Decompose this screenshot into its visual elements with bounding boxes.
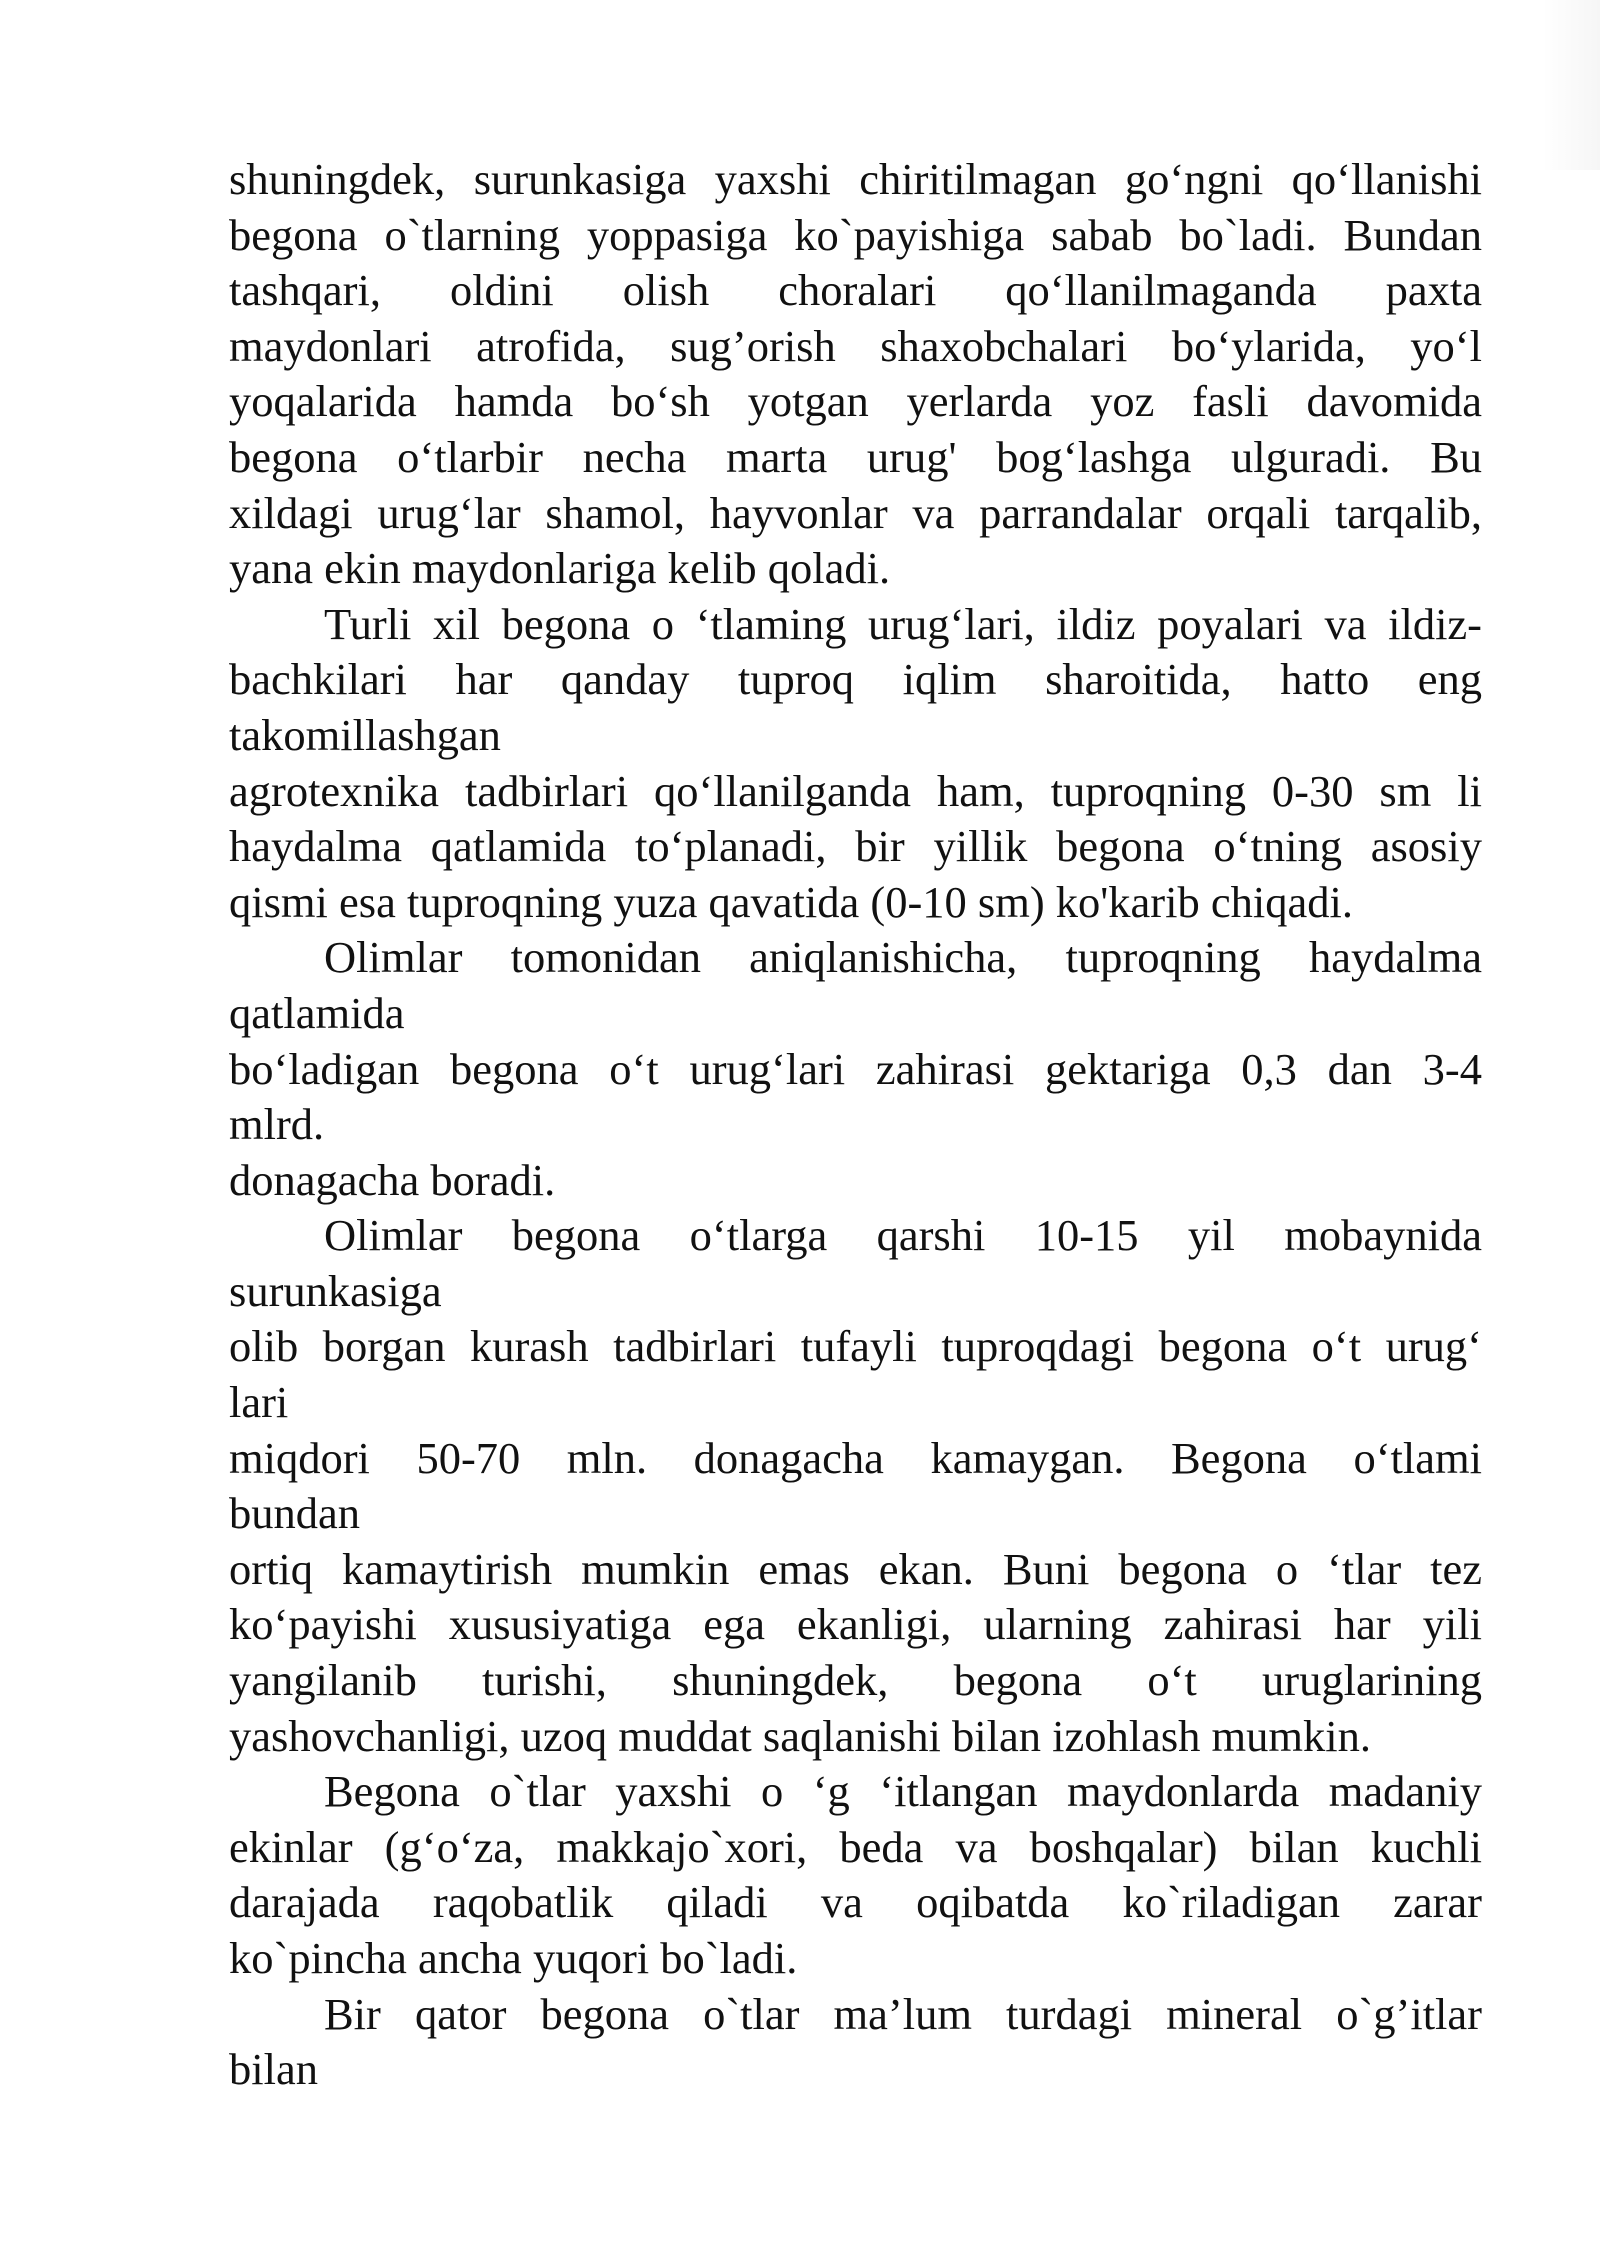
text-line: haydalma qatlamida to‘planadi, bir yillik begona o‘tning asosiy bbox=[229, 821, 1482, 872]
text-line: bundan bbox=[229, 1488, 361, 1539]
text-line: takomillashgan bbox=[229, 709, 501, 760]
text-line: yashovchanligi, uzoq muddat saqlanishi bilan izohlash mumkin. bbox=[229, 1710, 1371, 1761]
paragraph-first-line: Olimlar tomonidan aniqlanishicha, tuproqning haydalma bbox=[324, 932, 1482, 983]
text-line: donagacha boradi. bbox=[229, 1154, 556, 1205]
paragraph-first-line: Bir qator begona o`tlar ma’lum turdagi mineral o`g’itlar bbox=[324, 1988, 1482, 2039]
text-line: yoqalarida hamda bo‘sh yotgan yerlarda yoz fasli davomida bbox=[229, 376, 1482, 427]
body-text bbox=[229, 152, 1482, 2098]
text-line: yangilanib turishi, shuningdek, begona o‘t uruglarining bbox=[229, 1655, 1482, 1706]
text-line: qismi esa tuproqning yuza qavatida (0-10 sm) ko'karib chiqadi. bbox=[229, 876, 1353, 927]
text-line: tashqari, oldini olish choralari qo‘llanilmaganda paxta bbox=[229, 265, 1482, 316]
text-line: bachkilari har qanday tuproq iqlim sharoitida, hatto eng bbox=[229, 654, 1482, 705]
text-line: agrotexnika tadbirlari qo‘llanilganda ham, tuproqning 0-30 sm li bbox=[229, 765, 1482, 816]
paragraph-first-line: Turli xil begona o ‘tlaming urug‘lari, ildiz poyalari va ildiz- bbox=[324, 598, 1482, 649]
text-line: begona o‘tlarbir necha marta urug' bog‘lashga ulguradi. Bu bbox=[229, 431, 1482, 482]
page-edge-shadow bbox=[1542, 0, 1600, 170]
text-line: bilan bbox=[229, 2044, 318, 2095]
text-line: maydonlari atrofida, sug’orish shaxobchalari bo‘ylarida, yo‘l bbox=[229, 320, 1482, 371]
text-line: shuningdek, surunkasiga yaxshi chiritilmagan go‘ngni qo‘llanishi bbox=[229, 154, 1482, 204]
text-line: miqdori 50-70 mln. donagacha kamaygan. Begona o‘tlami bbox=[229, 1432, 1482, 1483]
paragraph-first-line: Begona o`tlar yaxshi o ‘g ‘itlangan maydonlarda madaniy bbox=[324, 1766, 1482, 1817]
text-line: mlrd. bbox=[229, 1099, 325, 1150]
text-line: ekinlar (g‘o‘za, makkajo`xori, beda va boshqalar) bilan kuchli bbox=[229, 1821, 1482, 1872]
text-line: ko‘payishi xususiyatiga ega ekanligi, ularning zahirasi har yili bbox=[229, 1599, 1482, 1650]
text-line: bo‘ladigan begona o‘t urug‘lari zahirasi gektariga 0,3 dan 3-4 bbox=[229, 1043, 1482, 1094]
text-line: lari bbox=[229, 1377, 289, 1428]
text-line: ko`pincha ancha yuqori bo`ladi. bbox=[229, 1933, 798, 1983]
text-line: qatlamida bbox=[229, 987, 405, 1038]
text-line: olib borgan kurash tadbirlari tufayli tuproqdagi begona o‘t urug‘ bbox=[229, 1321, 1482, 1372]
text-line: surunkasiga bbox=[229, 1265, 442, 1316]
paragraph-first-line: Olimlar begona o‘tlarga qarshi 10-15 yil mobaynida bbox=[324, 1210, 1482, 1261]
text-line: yana ekin maydonlariga kelib qoladi. bbox=[229, 543, 891, 594]
text-line: darajada raqobatlik qiladi va oqibatda ko`riladigan zarar bbox=[229, 1877, 1482, 1928]
text-line: ortiq kamaytirish mumkin emas ekan. Buni begona o ‘tlar tez bbox=[229, 1543, 1482, 1594]
text-line: begona o`tlarning yoppasiga ko`payishiga sabab bo`ladi. Bundan bbox=[229, 209, 1482, 260]
text-line: xildagi urug‘lar shamol, hayvonlar va parrandalar orqali tarqalib, bbox=[229, 487, 1482, 538]
